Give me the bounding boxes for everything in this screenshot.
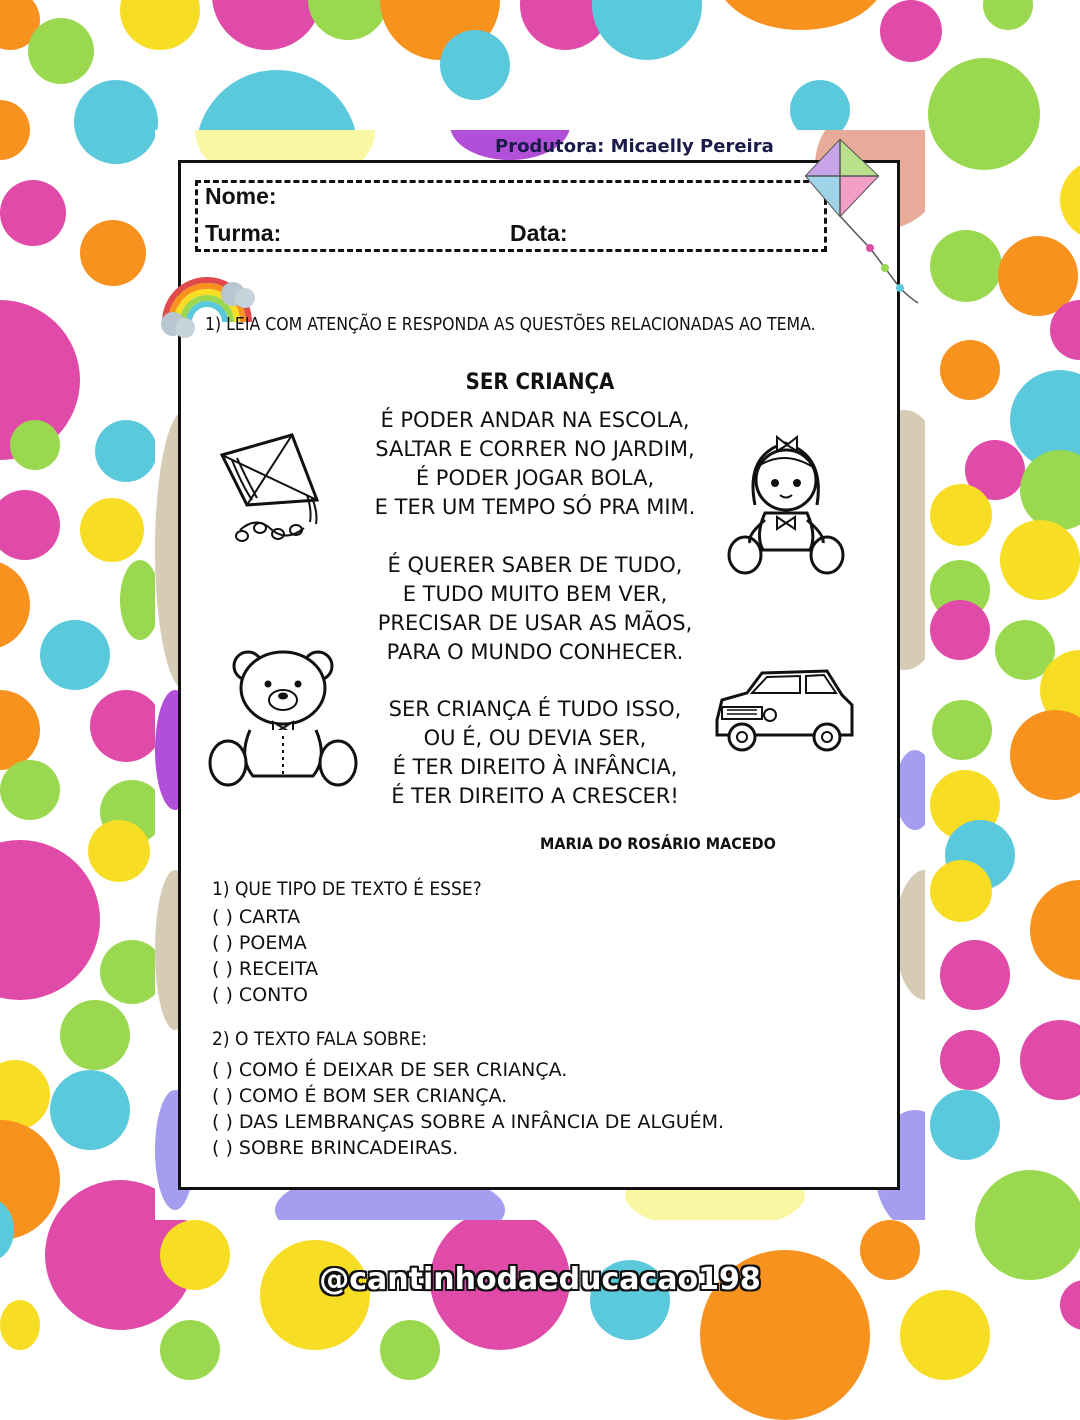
- car-icon: [712, 665, 857, 755]
- question-1-option[interactable]: ( ) RECEITA: [212, 958, 319, 980]
- doll-icon: [725, 425, 850, 580]
- name-label: Nome:: [205, 183, 277, 209]
- poem-line: SALTAR E CORRER NO JARDIM,: [375, 437, 695, 461]
- question-2-option[interactable]: ( ) SOBRE BRINCADEIRAS.: [212, 1137, 459, 1159]
- class-label: Turma:: [205, 220, 282, 246]
- producer-credit: Produtora: Micaelly Pereira: [495, 136, 774, 157]
- question-1-option[interactable]: ( ) CARTA: [212, 906, 301, 928]
- kite-icon: [212, 430, 327, 555]
- colorful-kite-icon: [800, 128, 925, 308]
- question-1-option[interactable]: ( ) POEMA: [212, 932, 307, 954]
- poem-line: É PODER JOGAR BOLA,: [415, 466, 655, 490]
- poem-author: MARIA DO ROSÁRIO MACEDO: [540, 834, 776, 853]
- poem-stanza-2: [355, 551, 715, 667]
- poem-line: PRECISAR DE USAR AS MÃOS,: [377, 611, 693, 635]
- question-1-title: 1) QUE TIPO DE TEXTO É ESSE?: [212, 878, 482, 900]
- instruction-text: 1) LEIA COM ATENÇÃO E RESPONDA AS QUESTÕES RELACIONADAS AO TEMA.: [205, 315, 816, 335]
- question-2-option[interactable]: ( ) COMO É DEIXAR DE SER CRIANÇA.: [212, 1059, 568, 1081]
- poem-line: E TUDO MUITO BEM VER,: [402, 582, 668, 606]
- poem-stanza-3: [355, 695, 715, 811]
- poem-title: SER CRIANÇA: [465, 370, 615, 395]
- poem-line: É QUERER SABER DE TUDO,: [387, 553, 683, 577]
- question-2-option[interactable]: ( ) COMO É BOM SER CRIANÇA.: [212, 1085, 508, 1107]
- poem-line: E TER UM TEMPO SÓ PRA MIM.: [374, 495, 696, 519]
- poem-line: PARA O MUNDO CONHECER.: [386, 640, 684, 664]
- instagram-handle: @cantinhodaeducacao198: [319, 1262, 761, 1297]
- date-label: Data:: [510, 220, 568, 246]
- question-2-option[interactable]: ( ) DAS LEMBRANÇAS SOBRE A INFÂNCIA DE ALGUÉM.: [212, 1111, 725, 1133]
- teddy-bear-icon: [208, 648, 358, 793]
- poem-line: É TER DIREITO A CRESCER!: [391, 784, 679, 808]
- question-2-title: 2) O TEXTO FALA SOBRE:: [212, 1028, 428, 1050]
- poem-line: É TER DIREITO À INFÂNCIA,: [392, 755, 678, 779]
- poem-line: É PODER ANDAR NA ESCOLA,: [380, 408, 690, 432]
- question-1-option[interactable]: ( ) CONTO: [212, 984, 308, 1006]
- poem-line: SER CRIANÇA É TUDO ISSO,: [388, 697, 682, 721]
- poem-line: OU É, OU DEVIA SER,: [423, 726, 647, 750]
- poem-stanza-1: [355, 406, 715, 522]
